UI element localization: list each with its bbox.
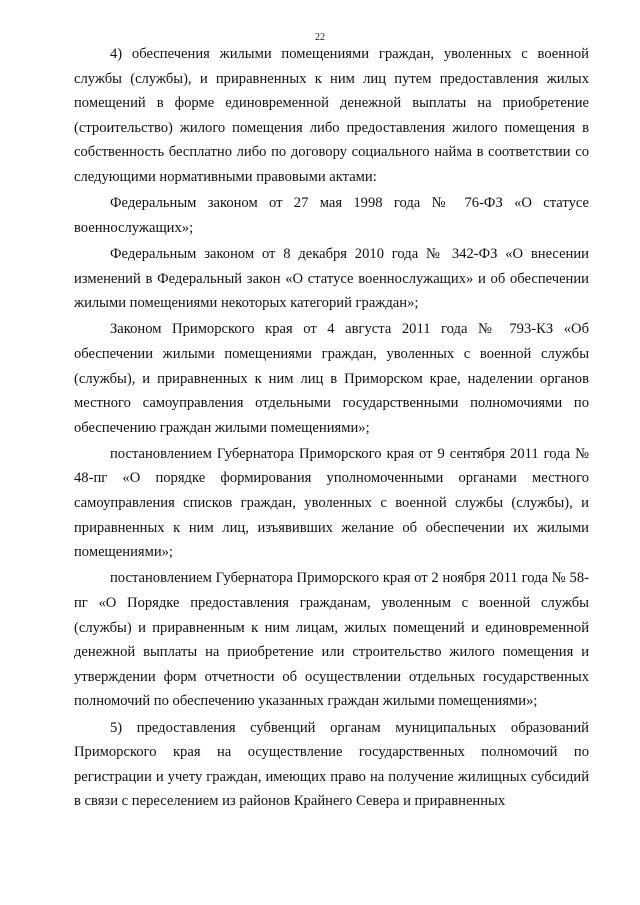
paragraph-decree-58: постановлением Губернатора Приморского края от 2 ноября 2011 года № 58-пг «О Порядке предоставления гражданам, уволенным с военной службы (службы) и приравненным к ним лицам, жилых помещений и единовременной денежной выплаты на приобретение или строительство жилого помещения и утверждении форм отчетности об осуществлении отдельных государственных полномочий по обеспечению указанных граждан жилыми помещениями»; — [74, 570, 589, 710]
paragraph-item-5: 5) предоставления субвенций органам муниципальных образований Приморского края на осуществление государственных полномочий по регистрации и учету граждан, имеющих право на получение жилищных субсидий в связи с переселением из районов Крайнего Севера и приравненных — [74, 719, 589, 810]
paragraph-federal-law-342: Федеральным законом от 8 декабря 2010 года № 342-ФЗ «О внесении изменений в Федеральный закон «О статусе военнослужащих» и об обеспечении жилыми помещениями некоторых категорий граждан»; — [74, 245, 589, 312]
page-number: 22 — [315, 32, 325, 43]
paragraph-item-4: 4) обеспечения жилыми помещениями граждан, уволенных с военной службы (службы), и приравненных к ним лиц путем предоставления жилых помещений в форме единовременной денежной выплаты на приобретение (строительство) жилого помещения либо предоставления жилого помещения в собственность бесплатно либо по договору социального найма в соответствии со следующими нормативными правовыми актами: — [74, 46, 589, 185]
paragraph-primorsky-law-793: Законом Приморского края от 4 августа 2011 года № 793-КЗ «Об обеспечении жилыми помещениями граждан, уволенных с военной службы (службы), и приравненных к ним лиц в Приморском крае, наделении органов местного самоуправления отдельными государственными полномочиями по обеспечению граждан жилыми помещениями»; — [74, 321, 589, 436]
document-body — [74, 42, 589, 816]
paragraph-federal-law-76: Федеральным законом от 27 мая 1998 года № 76-ФЗ «О статусе военнослужащих»; — [74, 195, 589, 236]
paragraph-decree-48: постановлением Губернатора Приморского края от 9 сентября 2011 года № 48-пг «О порядке формирования уполномоченными органами местного самоуправления списков граждан, уволенных с военной службы (службы), и приравненных к ним лиц, изъявивших желание об обеспечении их жилыми помещениями»; — [74, 445, 589, 561]
